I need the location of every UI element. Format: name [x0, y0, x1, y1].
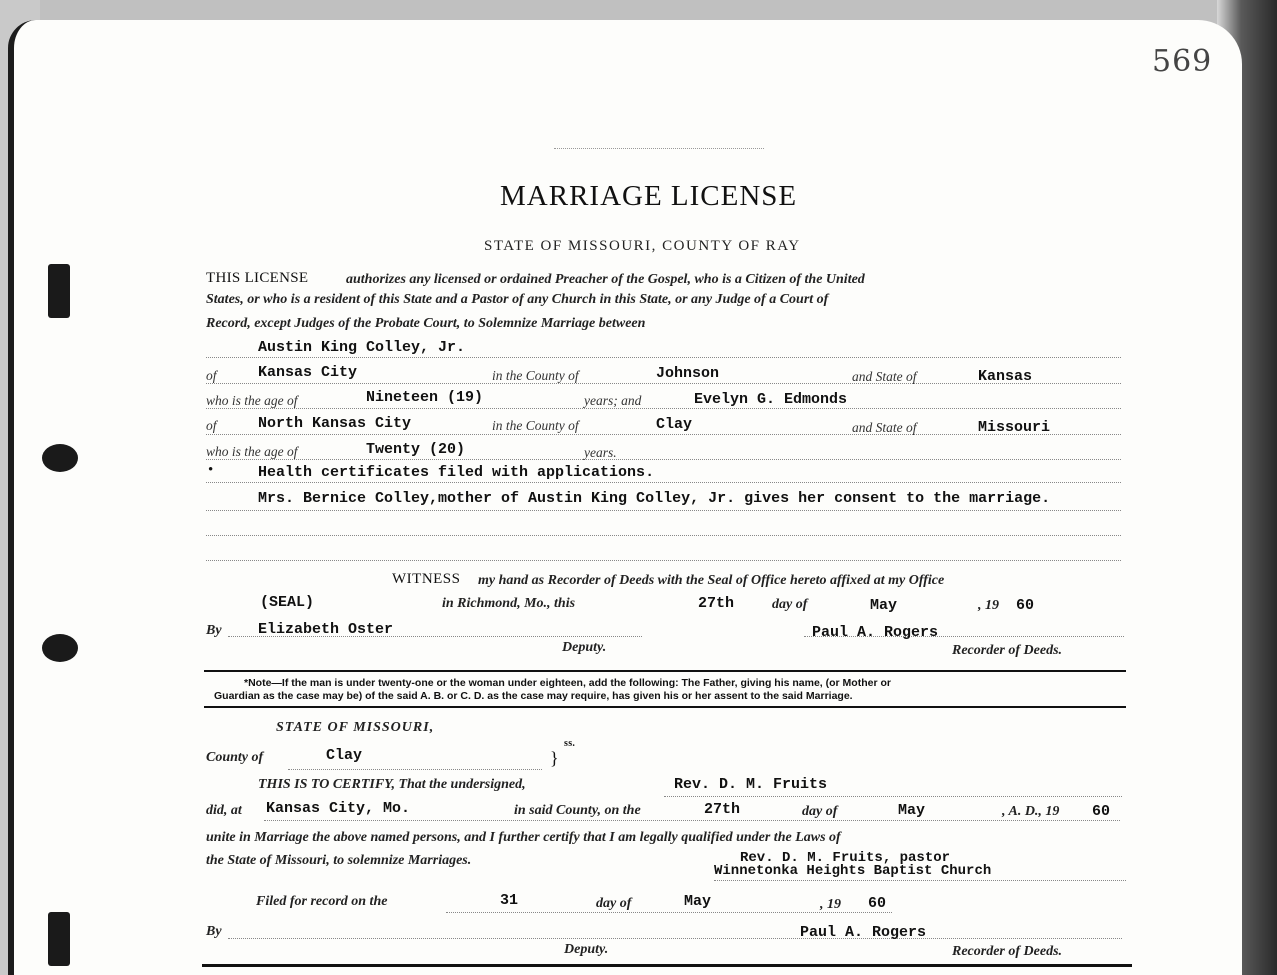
ss-bracket: } — [550, 748, 559, 768]
certificate-month: May — [898, 802, 926, 819]
document-title: MARRIAGE LICENSE — [500, 180, 798, 212]
bride-name: Evelyn G. Edmonds — [694, 391, 848, 408]
groom-age: Nineteen (19) — [366, 389, 484, 406]
bottom-rule — [202, 964, 1132, 967]
years-label: years. — [584, 445, 617, 460]
deputy-name: Elizabeth Oster — [258, 621, 394, 638]
groom-age-label: who is the age of — [206, 393, 298, 408]
witness-text: my hand as Recorder of Deeds with the Seal of Office hereto affixed at my Office — [478, 573, 945, 588]
did-at-label: did, at — [206, 803, 242, 818]
certificate-text-1: unite in Marriage the above named persons, and I further certify that I am legally qualified under the Laws of — [206, 830, 841, 845]
bride-state-label: and State of — [852, 420, 917, 435]
filed-label: Filed for record on the — [256, 894, 388, 909]
certificate-county-text: in said County, on the — [514, 803, 641, 818]
license-page — [8, 20, 1242, 975]
intro-line-3: Record, except Judges of the Probate Court, to Solemnize Marriage between — [206, 316, 646, 331]
filed-day: 31 — [500, 892, 519, 909]
binder-hole-1 — [42, 444, 78, 472]
witness-year: 60 — [1016, 597, 1035, 614]
document-subtitle: STATE OF MISSOURI, COUNTY OF RAY — [484, 238, 801, 254]
witness-day-of-label: day of — [772, 597, 808, 612]
page-number: 569 — [1152, 44, 1213, 79]
bride-county-label: in the County of — [492, 418, 579, 433]
groom-state-label: and State of — [852, 369, 917, 384]
footnote-line-1: *Note—If the man is under twenty-one or the woman under eighteen, add the following: The Father, giving his name, (or Mother or — [244, 677, 891, 689]
consent-note: Mrs. Bernice Colley,mother of Austin King Colley, Jr. gives her consent to the marriage. — [258, 490, 1051, 507]
footnote-line-2: Guardian as the case may be) of the said A. B. or C. D. as the case may require, has given his or her assent to the said Marriage. — [214, 690, 853, 702]
filed-year: 60 — [868, 895, 887, 912]
ss-label: ss. — [564, 738, 576, 749]
filed-year-prefix: , 19 — [820, 897, 841, 912]
bride-age: Twenty (20) — [366, 441, 466, 458]
ornament-rule — [554, 148, 764, 149]
certificate-county: Clay — [326, 747, 363, 764]
binder-hole-2 — [42, 634, 78, 662]
intro-lead: THIS LICENSE — [206, 270, 309, 286]
groom-state: Kansas — [978, 368, 1033, 385]
officiant-church: Winnetonka Heights Baptist Church — [714, 863, 992, 879]
bride-of-label: of — [206, 418, 217, 433]
groom-of-label: of — [206, 368, 217, 383]
filing-recorder-label: Recorder of Deeds. — [952, 944, 1063, 959]
footnote-rule-bottom — [204, 706, 1126, 708]
witness-by-label: By — [206, 623, 222, 638]
groom-county-label: in the County of — [492, 368, 579, 383]
witness-day: 27th — [698, 595, 735, 612]
certificate-year: 60 — [1092, 803, 1111, 820]
seal-label: (SEAL) — [260, 594, 315, 611]
certificate-location: Kansas City, Mo. — [266, 800, 411, 817]
certificate-ad-label: , A. D., 19 — [1002, 804, 1060, 819]
officiant-signature: Rev. D. M. Fruits, pastor — [740, 850, 951, 866]
health-note: Health certificates filed with applications. — [258, 464, 655, 481]
certificate-day: 27th — [704, 801, 741, 818]
filing-recorder-name: Paul A. Rogers — [800, 924, 927, 941]
witness-month: May — [870, 597, 898, 614]
groom-city: Kansas City — [258, 364, 358, 381]
certificate-county-label: County of — [206, 750, 264, 765]
intro-line-1: authorizes any licensed or ordained Preacher of the Gospel, who is a Citizen of the United — [346, 272, 865, 287]
certificate-day-of-label: day of — [802, 804, 838, 819]
filing-deputy-label: Deputy. — [564, 942, 609, 957]
filing-by-label: By — [206, 924, 222, 939]
bride-age-label: who is the age of — [206, 444, 298, 459]
witness-lead: WITNESS — [392, 571, 461, 587]
bullet-mark: • — [208, 462, 214, 478]
binder-tab-bottom — [48, 912, 70, 966]
groom-name: Austin King Colley, Jr. — [258, 339, 466, 356]
filed-day-of-label: day of — [596, 896, 632, 911]
groom-county: Johnson — [656, 365, 720, 382]
footnote — [214, 677, 1126, 703]
intro-line-2: States, or who is a resident of this State and a Pastor of any Church in this State, or any Judge of a Court of — [206, 292, 829, 307]
deputy-label: Deputy. — [562, 640, 607, 655]
certificate-state: STATE OF MISSOURI, — [276, 720, 435, 735]
binder-tab-top — [48, 264, 70, 318]
witness-place-label: in Richmond, Mo., this — [442, 596, 576, 611]
officiant-name: Rev. D. M. Fruits — [674, 776, 828, 793]
years-and-label: years; and — [584, 393, 642, 408]
witness-year-prefix: , 19 — [978, 598, 999, 613]
bride-county: Clay — [656, 416, 693, 433]
bride-state: Missouri — [978, 419, 1051, 436]
recorder-name: Paul A. Rogers — [812, 624, 939, 641]
recorder-label: Recorder of Deeds. — [952, 643, 1063, 658]
filed-month: May — [684, 893, 712, 910]
bride-city: North Kansas City — [258, 415, 412, 432]
certify-label: THIS IS TO CERTIFY, That the undersigned, — [258, 777, 526, 792]
certificate-text-2: the State of Missouri, to solemnize Marriages. — [206, 853, 472, 868]
footnote-rule-top — [204, 670, 1126, 672]
